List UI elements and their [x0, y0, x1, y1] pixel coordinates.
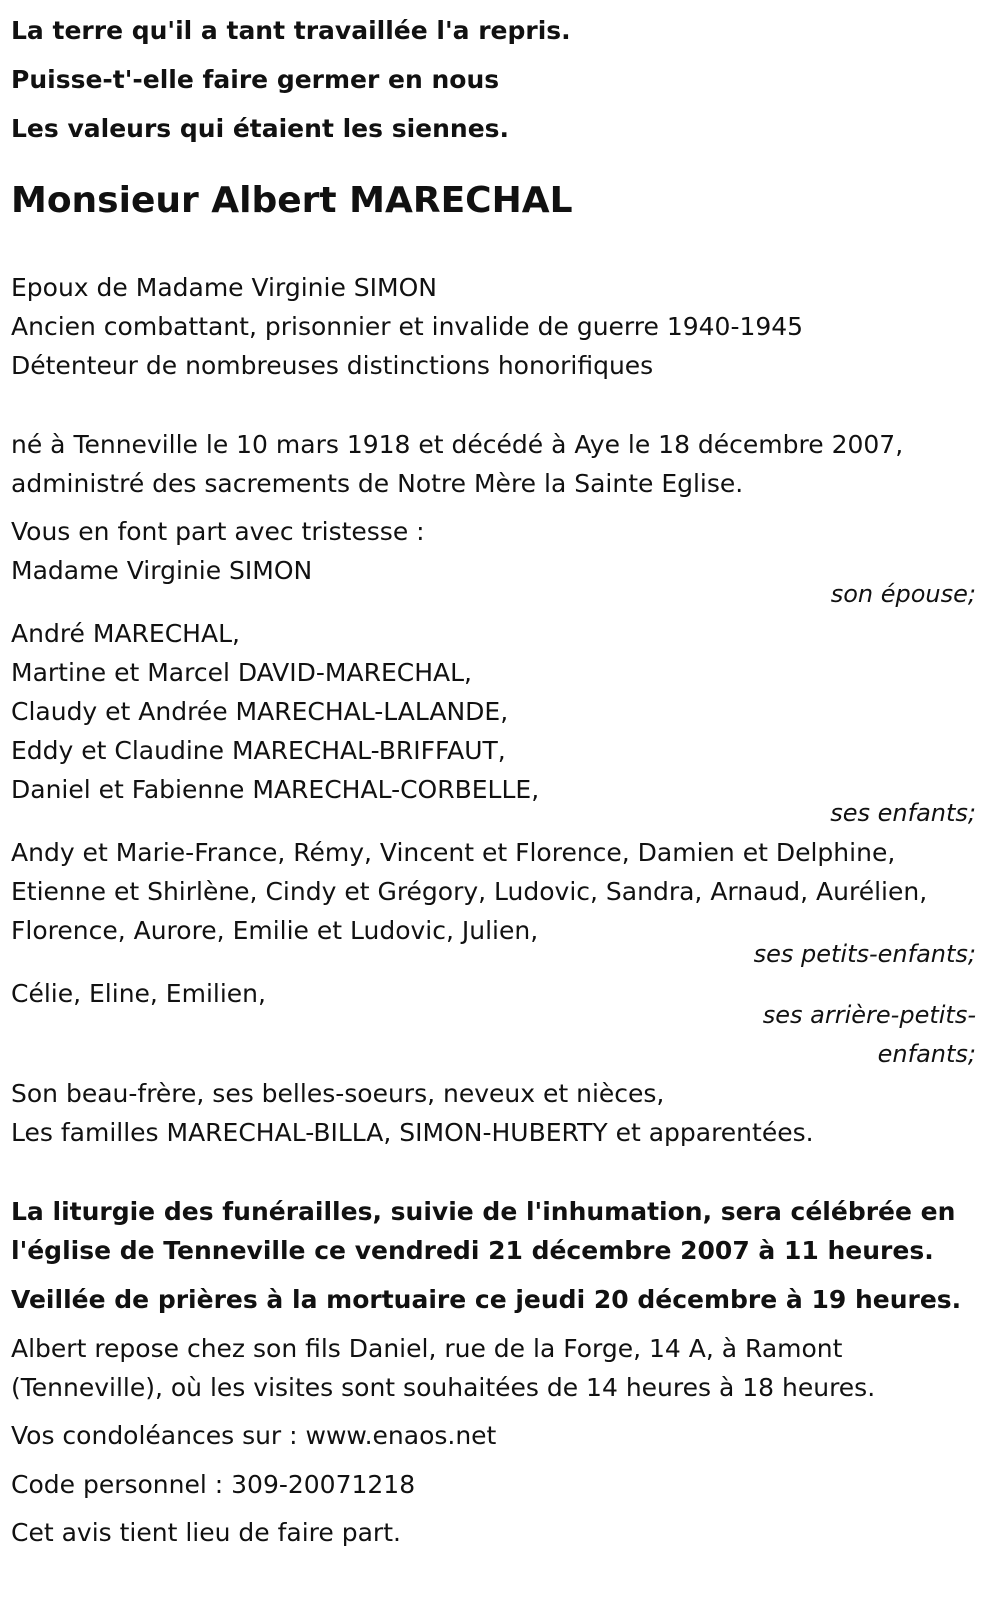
personal-code: Code personnel : 309-20071218	[11, 1470, 416, 1499]
grandchild-line: Florence, Aurore, Emilie et Ludovic, Julien,	[11, 916, 539, 945]
child-line: Claudy et Andrée MARECHAL-LALANDE,	[11, 697, 509, 726]
family-line: Les familles MARECHAL-BILLA, SIMON-HUBERTY et apparentées.	[11, 1118, 814, 1147]
notice-text: Cet avis tient lieu de faire part.	[11, 1518, 401, 1547]
title-line: Ancien combattant, prisonnier et invalide de guerre 1940-1945	[11, 312, 804, 341]
grandchildren-relation: ses petits-enfants;	[753, 940, 976, 968]
extended-family	[11, 1074, 814, 1152]
grandchildren	[11, 833, 927, 950]
deceased-name: Monsieur Albert MARECHAL	[11, 180, 573, 221]
child-line: Eddy et Claudine MARECHAL-BRIFFAUT,	[11, 736, 506, 765]
epigraph	[11, 6, 571, 153]
funeral-line: l'église de Tenneville ce vendredi 21 décembre 2007 à 11 heures.	[11, 1236, 934, 1265]
epigraph-line: La terre qu'il a tant travaillée l'a repris.	[11, 16, 571, 45]
rest-info	[11, 1329, 875, 1407]
child-line: André MARECHAL,	[11, 619, 240, 648]
epigraph-line: Les valeurs qui étaient les siennes.	[11, 114, 510, 143]
intro-line: Vous en font part avec tristesse :	[11, 517, 425, 546]
rest-line: Albert repose chez son fils Daniel, rue de la Forge, 14 A, à Ramont	[11, 1334, 843, 1363]
great-grandchildren-relation-2: enfants;	[877, 1040, 976, 1068]
child-line: Daniel et Fabienne MARECHAL-CORBELLE,	[11, 775, 540, 804]
funeral-line: La liturgie des funérailles, suivie de l'inhumation, sera célébrée en	[11, 1197, 956, 1226]
intro	[11, 512, 425, 590]
children	[11, 614, 539, 809]
funeral-info	[11, 1192, 955, 1270]
birth-death-line: né à Tenneville le 10 mars 1918 et décédé à Aye le 18 décembre 2007,	[11, 430, 904, 459]
children-relation: ses enfants;	[830, 799, 976, 827]
title-line: Détenteur de nombreuses distinctions honorifiques	[11, 351, 654, 380]
rest-line: (Tenneville), où les visites sont souhaitées de 14 heures à 18 heures.	[11, 1373, 876, 1402]
spouse-name: Madame Virginie SIMON	[11, 556, 313, 585]
grandchild-line: Etienne et Shirlène, Cindy et Grégory, Ludovic, Sandra, Arnaud, Aurélien,	[11, 877, 928, 906]
title-line: Epoux de Madame Virginie SIMON	[11, 273, 437, 302]
family-line: Son beau-frère, ses belles-soeurs, neveux et nièces,	[11, 1079, 665, 1108]
condolences-info: Vos condoléances sur : www.enaos.net	[11, 1421, 497, 1450]
great-grandchildren-line: Célie, Eline, Emilien,	[11, 979, 266, 1008]
epigraph-line: Puisse-t'-elle faire germer en nous	[11, 65, 500, 94]
great-grandchildren-relation-1: ses arrière-petits-	[762, 1001, 976, 1029]
birth-death-line: administré des sacrements de Notre Mère la Sainte Eglise.	[11, 469, 744, 498]
vigil-info: Veillée de prières à la mortuaire ce jeudi 20 décembre à 19 heures.	[11, 1285, 962, 1314]
grandchild-line: Andy et Marie-France, Rémy, Vincent et Florence, Damien et Delphine,	[11, 838, 896, 867]
spouse-relation: son épouse;	[830, 580, 976, 608]
birth-death	[11, 425, 903, 503]
titles	[11, 268, 803, 385]
child-line: Martine et Marcel DAVID-MARECHAL,	[11, 658, 472, 687]
